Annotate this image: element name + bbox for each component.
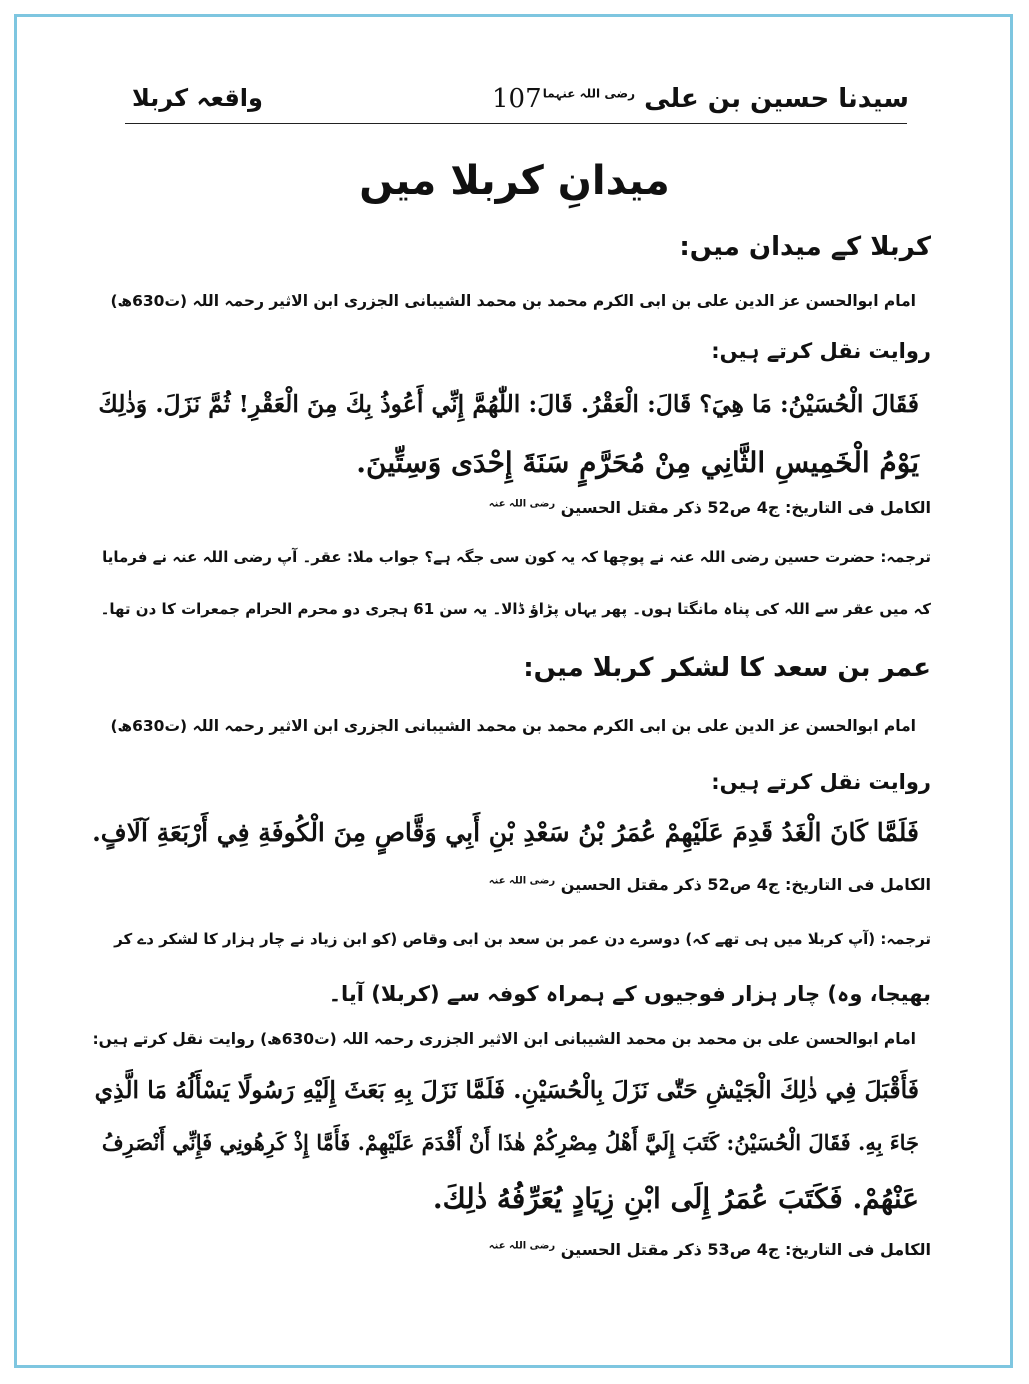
arabic-quote: فَلَمَّا كَانَ الْغَدُ قَدِمَ عَلَيْهِمْ عُمَرُ بْنُ سَعْدِ بْنِ أَبِي وَقَّاصٍ مِنَ الْكُوفَةِ فِي أَرْبَعَةِ آلَافٍ. bbox=[92, 818, 919, 847]
source-reference: الکامل فی التاریخ: ج4 ص53 ذکر مقتل الحسین $^{رضی اللہ عنہ}$ bbox=[488, 1240, 931, 1259]
header-chapter-title: واقعہ کربلا bbox=[132, 84, 263, 112]
arabic-quote: جَاءَ بِهِ. فَقَالَ الْحُسَيْنُ: كَتَبَ إِلَيَّ أَهْلُ مِصْرِكُمْ هٰذَا أَنْ أَقْدَمَ عَلَيْهِمْ. فَأَمَّا إِذْ كَرِهُونِي فَإِنِّي أَنْصَرِفُ bbox=[101, 1130, 919, 1155]
intro-text: امام ابوالحسن عز الدین علی بن ابی الکرم محمد بن محمد الشیبانی الجزری ابن الاثیر رحمہ اللہ (ت630ھ) bbox=[110, 717, 916, 735]
header-book-title: سیدنا حسین بن علی $^{رضی اللہ عنہما}$ bbox=[542, 84, 909, 114]
arabic-quote: فَأَقْبَلَ فِي ذٰلِكَ الْجَيْشِ حَتّٰى نَزَلَ بِالْحُسَيْنِ. فَلَمَّا نَزَلَ بِهِ بَعَثَ إِلَيْهِ رَسُولًا يَسْأَلُهُ مَا الَّذِي bbox=[94, 1076, 919, 1104]
source-reference: الکامل فی التاریخ: ج4 ص52 ذکر مقتل الحسین $^{رضی اللہ عنہ}$ bbox=[488, 875, 931, 894]
honorific: رضی اللہ عنہما bbox=[542, 86, 635, 101]
arabic-quote: فَقَالَ الْحُسَيْنُ: مَا هِيَ؟ قَالَ: الْعَقْرُ. قَالَ: اللّٰهُمَّ إِنِّي أَعُوذُ بِكَ مِنَ الْعَقْرِ! ثُمَّ نَزَلَ. وَذٰلِكَ bbox=[98, 390, 919, 418]
header-divider bbox=[125, 123, 907, 124]
honorific: رضی اللہ عنہ bbox=[488, 498, 556, 510]
arabic-quote: عَنْهُمْ. فَكَتَبَ عُمَرُ إِلَى ابْنِ زِيَادٍ يُعَرِّفُهُ ذٰلِكَ. bbox=[432, 1182, 919, 1215]
translation-text: بھیجا، وہ) چار ہزار فوجیوں کے ہمراہ کوفہ سے (کربلا) آیا۔ bbox=[328, 982, 931, 1006]
translation-text: ترجمہ: حضرت حسین رضی اللہ عنہ نے پوچھا کہ یہ کون سی جگہ ہے؟ جواب ملا: عقر۔ آپ رضی اللہ عنہ نے فرمایا bbox=[102, 548, 931, 566]
translation-text: ترجمہ: (آپ کربلا میں ہی تھے کہ) دوسرے دن عمر بن سعد بن ابی وقاص (کو ابن زیاد نے چار ہزار کا لشکر دے کر bbox=[114, 930, 931, 948]
intro-text: روایت نقل کرتے ہیں: bbox=[711, 339, 931, 363]
page-title: میدانِ کربلا میں bbox=[359, 158, 670, 204]
intro-text: امام ابوالحسن عز الدین علی بن ابی الکرم محمد بن محمد الشیبانی الجزری ابن الاثیر رحمہ اللہ (ت630ھ) bbox=[110, 292, 916, 310]
translation-text: کہ میں عقر سے اللہ کی پناہ مانگتا ہوں۔ پھر یہاں پڑاؤ ڈالا۔ یہ سن 61 ہجری دو محرم الحرام جمعرات کا دن تھا۔ bbox=[100, 600, 931, 618]
honorific: رضی اللہ عنہ bbox=[488, 1240, 556, 1252]
intro-text: امام ابوالحسن علی بن محمد بن محمد الشیبانی ابن الاثیر الجزری رحمہ اللہ (ت630ھ) روایت نقل کرتے ہیں: bbox=[92, 1030, 916, 1048]
arabic-quote: يَوْمُ الْخَمِيسِ الثَّانِي مِنْ مُحَرَّمٍ سَنَةَ إِحْدَى وَسِتِّينَ. bbox=[356, 446, 919, 479]
source-reference: الکامل فی التاریخ: ج4 ص52 ذکر مقتل الحسین $^{رضی اللہ عنہ}$ bbox=[488, 498, 931, 517]
page-number: 107 bbox=[492, 84, 542, 114]
section-heading: کربلا کے میدان میں: bbox=[679, 232, 931, 262]
honorific: رضی اللہ عنہ bbox=[488, 875, 556, 887]
section-heading: عمر بن سعد کا لشکر کربلا میں: bbox=[523, 653, 931, 683]
intro-text: روایت نقل کرتے ہیں: bbox=[711, 770, 931, 794]
